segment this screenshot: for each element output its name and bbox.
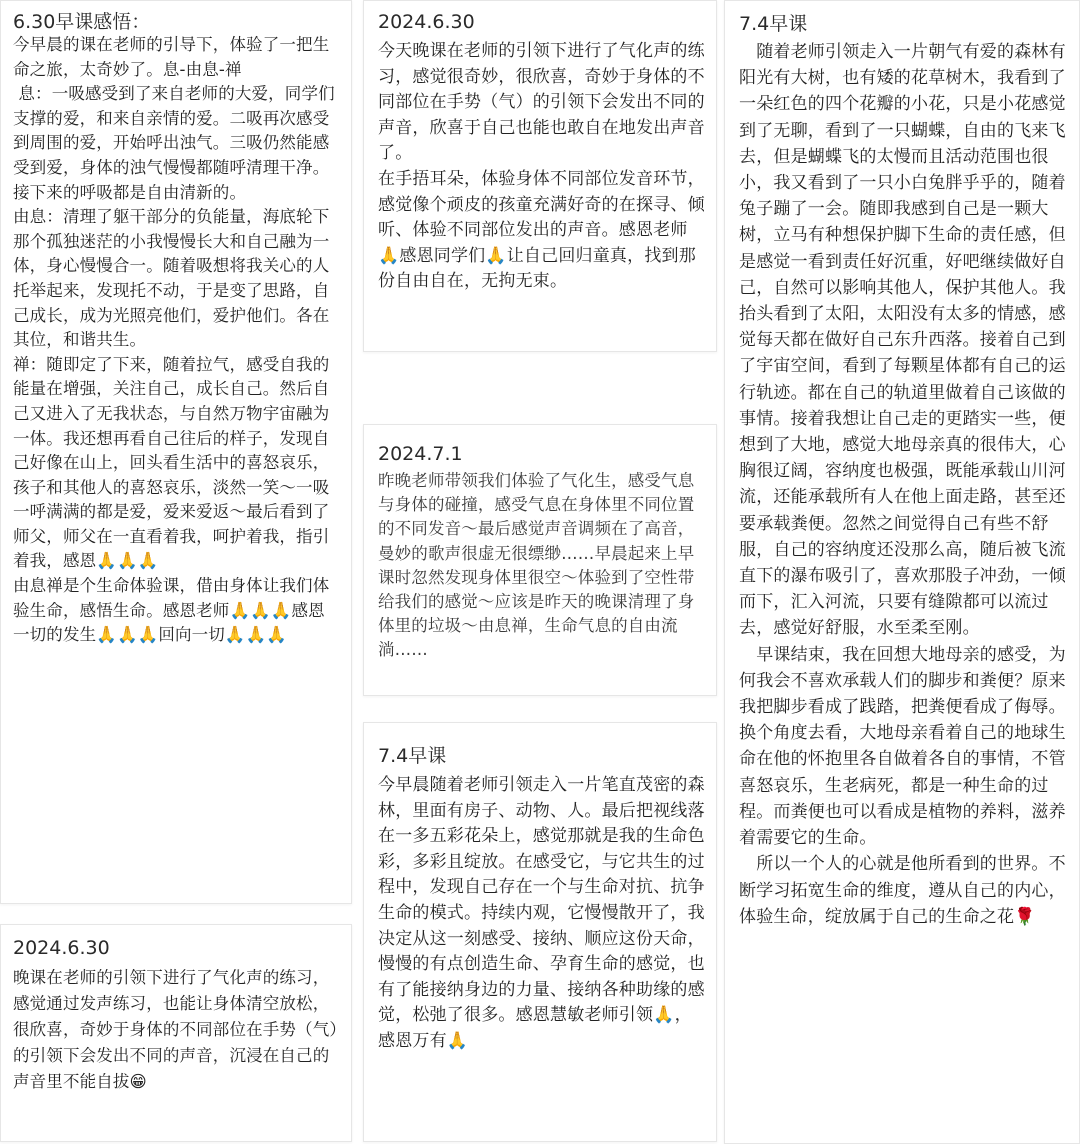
note-card-0704-morning-b bbox=[724, 0, 1080, 1144]
note-title: 6.30早课感悟： bbox=[13, 11, 151, 33]
note-body: 晚课在老师的引领下进行了气化声的练习，感觉通过发声练习，也能让身体清空放松，很欣喜，奇妙于身体的不同部位在手势（气）的引领下会发出不同的声音，沉浸在自己的声音里不能自拔😁 bbox=[13, 968, 338, 1091]
note-card-20240701 bbox=[363, 424, 717, 696]
note-body: 昨晚老师带领我们体验了气化生，感受气息与身体的碰撞，感受气息在身体里不同位置的不同发音～最后感觉声音调频在了高音，曼妙的歌声很虚无很缥缈……早晨起来上早课时忽然发现身体里很空～体验到了空性带给我们的感觉～应该是昨天的晚课清理了身体里的垃圾～由息禅，生命气息的自由流淌…… bbox=[378, 471, 695, 660]
note-title: 2024.6.30 bbox=[13, 937, 110, 959]
note-title: 7.4早课 bbox=[739, 13, 808, 35]
note-paragraph: 息：一吸感受到了来自老师的大爱，同学们支撑的爱，和来自亲情的爱。二吸再次感受到周围的爱，开始呼出浊气。三吸仍然能感受到爱，身体的浊气慢慢都随呼清理干净。接下来的呼吸都是自由清新的。 bbox=[13, 84, 335, 202]
note-paragraph: 由息禅是个生命体验课，借由身体让我们体验生命，感悟生命。感恩老师🙏🙏🙏感恩一切的发生🙏🙏🙏回向一切🙏🙏🙏 bbox=[13, 576, 330, 645]
note-card-20240630-evening-a bbox=[0, 924, 352, 1142]
note-body bbox=[378, 39, 706, 295]
note-paragraph: 由息：清理了躯干部分的负能量，海底轮下那个孤独迷茫的小我慢慢长大和自己融为一体，身心慢慢合一。随着吸想将我关心的人托举起来，发现托不动，于是变了思路，自己成长，成为光照亮他们，爱护他们。各在其位，和谐共生。 bbox=[13, 207, 330, 350]
note-card-0704-morning-a bbox=[363, 722, 717, 1142]
note-body: 今早晨随着老师引领走入一片笔直茂密的森林，里面有房子、动物、人。最后把视线落在一多五彩花朵上，感觉那就是我的生命色彩，多彩且绽放。在感受它，与它共生的过程中，发现自己存在一个与生命对抗、抗争生命的模式。持续内观，它慢慢散开了，我决定从这一刻感受、接纳、顺应这份天命，慢慢的有点创造生命、孕育生命的感觉，也有了能接纳身边的力量、接纳各种助缘的感觉，松弛了很多。感恩慧敏老师引领🙏，感恩万有🙏 bbox=[378, 775, 705, 1051]
note-paragraph: 所以一个人的心就是他所看到的世界。不断学习拓宽生命的维度，遵从自己的内心，体验生命，绽放属于自己的生命之花🌹 bbox=[739, 854, 1066, 927]
note-title: 2024.6.30 bbox=[378, 11, 475, 33]
note-paragraph: 今天晚课在老师的引领下进行了气化声的练习，感觉很奇妙，很欣喜，奇妙于身体的不同部位在手势（气）的引领下会发出不同的声音，欣喜于自己也能也敢自在地发出声音了。 bbox=[378, 41, 705, 164]
note-paragraph: 禅：随即定了下来，随着拉气，感受自我的能量在增强，关注自己，成长自己。然后自己又进入了无我状态，与自然万物宇宙融为一体。我还想再看自己往后的样子，发现自己好像在山上，回头看生活中的喜怒哀乐，孩子和其他人的喜怒哀乐，淡然一笑～一吸一呼满满的都是爱，爱来爱返～最后看到了师父，师父在一直看着我，呵护着我，指引着我，感恩🙏🙏🙏 bbox=[13, 354, 330, 571]
note-title: 2024.7.1 bbox=[378, 443, 463, 465]
note-paragraph: 早课结束，我在回想大地母亲的感受，为何我会不喜欢承载人们的脚步和粪便？原来我把脚步看成了践踏，把粪便看成了侮辱。换个角度去看，大地母亲看着自己的地球生命在他的怀抱里各自做着各自的事情，不管喜怒哀乐，生老病死，都是一种生命的过程。而粪便也可以看成是植物的养料，滋养着需要它的生命。 bbox=[739, 644, 1066, 849]
note-paragraph: 今早晨的课在老师的引导下，体验了一把生命之旅，太奇妙了。息-由息-禅 bbox=[13, 35, 330, 79]
note-card-0630-morning bbox=[0, 0, 352, 904]
note-title: 7.4早课 bbox=[378, 745, 447, 767]
note-paragraph: 随着老师引领走入一片朝气有爱的森林有阳光有大树，也有矮的花草树木，我看到了一朵红色的四个花瓣的小花，只是小花感觉到了无聊，看到了一只蝴蝶，自由的飞来飞去，但是蝴蝶飞的太慢而且活动范围也很小，我又看到了一只小白兔胖乎乎的，随着兔子蹦了一会。随即我感到自己是一颗大树，立马有种想保护脚下生命的责任感，但是感觉一看到责任好沉重，好吧继续做好自己，自然可以影响其他人，保护其他人。我抬头看到了太阳，太阳没有太多的情感，感觉每天都在做好自己东升西落。接着自己到了宇宙空间，看到了每颗星体都有自己的运行轨迹。都在自己的轨道里做着自己该做的事情。接着我想让自己走的更踏实一些，便想到了大地，感觉大地母亲真的很伟大，心胸很辽阔，容纳度也极强，既能承载山川河流，还能承载所有人在他上面走路，甚至还要承载粪便。忽然之间觉得自己有些不舒服，自己的容纳度还没那么高，随后被飞流直下的瀑布吸引了，喜欢那股子冲劲，一倾而下，汇入河流，只要有缝隙都可以流过去，感觉好舒服，水至柔至刚。 bbox=[739, 42, 1066, 639]
note-body bbox=[739, 39, 1069, 930]
note-paragraph: 在手捂耳朵，体验身体不同部位发音环节，感觉像个顽皮的孩童充满好奇的在探寻、倾听、体验不同部位发出的声音。感恩老师🙏感恩同学们🙏让自己回归童真，找到那份自由自在，无拘无束。 bbox=[378, 168, 705, 292]
note-card-20240630-evening-b bbox=[363, 0, 717, 352]
note-body bbox=[13, 33, 341, 648]
